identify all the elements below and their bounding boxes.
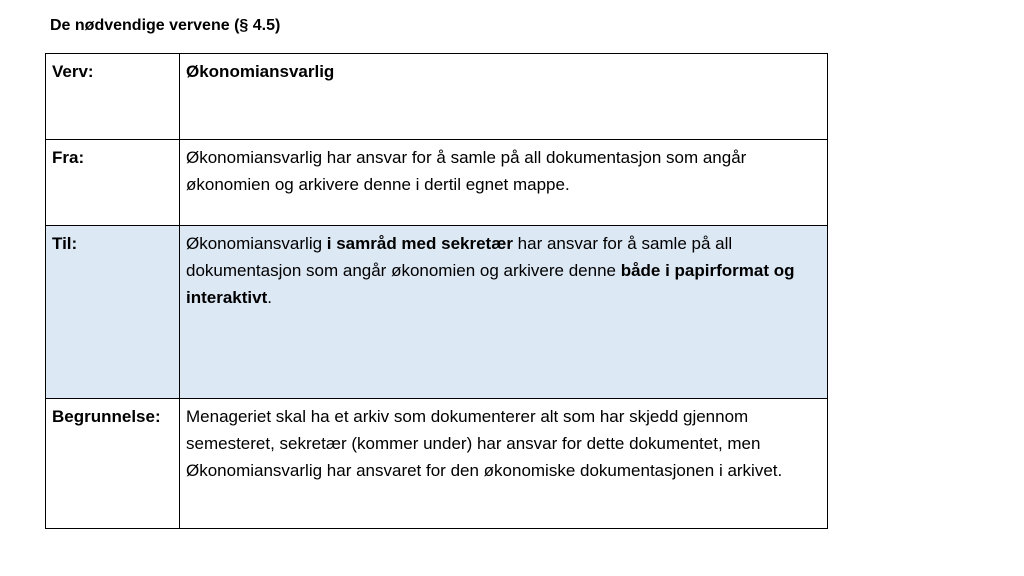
page-title: De nødvendige vervene (§ 4.5) [50,17,281,34]
til-text-part: Økonomiansvarlig [186,234,327,253]
til-text-part: . [267,288,272,307]
til-text-part-bold: i samråd med sekretær [326,234,513,253]
row-value-begrunnelse: Menageriet skal ha et arkiv som dokumenterer alt som har skjedd gjennom semesteret, sekretær (kommer under) har ansvar for dette dokumentet, men Økonomiansvarlig har ansvaret for den økonomiske dokumentasjonen i arkivet. [180,399,828,529]
til-text-part-bold: både i papirformat og interaktivt [186,261,795,307]
table-row-begrunnelse [46,399,828,529]
row-value-til [180,226,828,399]
row-label-verv: Verv: [46,54,180,140]
row-label-til: Til: [46,226,180,399]
row-label-fra: Fra: [46,140,180,226]
table-row-verv [46,54,828,140]
row-value-fra: Økonomiansvarlig har ansvar for å samle på all dokumentasjon som angår økonomien og arkivere denne i dertil egnet mappe. [180,140,828,226]
table-row-fra [46,140,828,226]
verv-table [45,53,828,529]
til-text-part: har ansvar for å samle på all dokumentasjon som angår økonomien og arkivere denne [186,234,733,280]
row-label-begrunnelse: Begrunnelse: [46,399,180,529]
row-value-verv: Økonomiansvarlig [180,54,828,140]
table-row-til [46,226,828,399]
